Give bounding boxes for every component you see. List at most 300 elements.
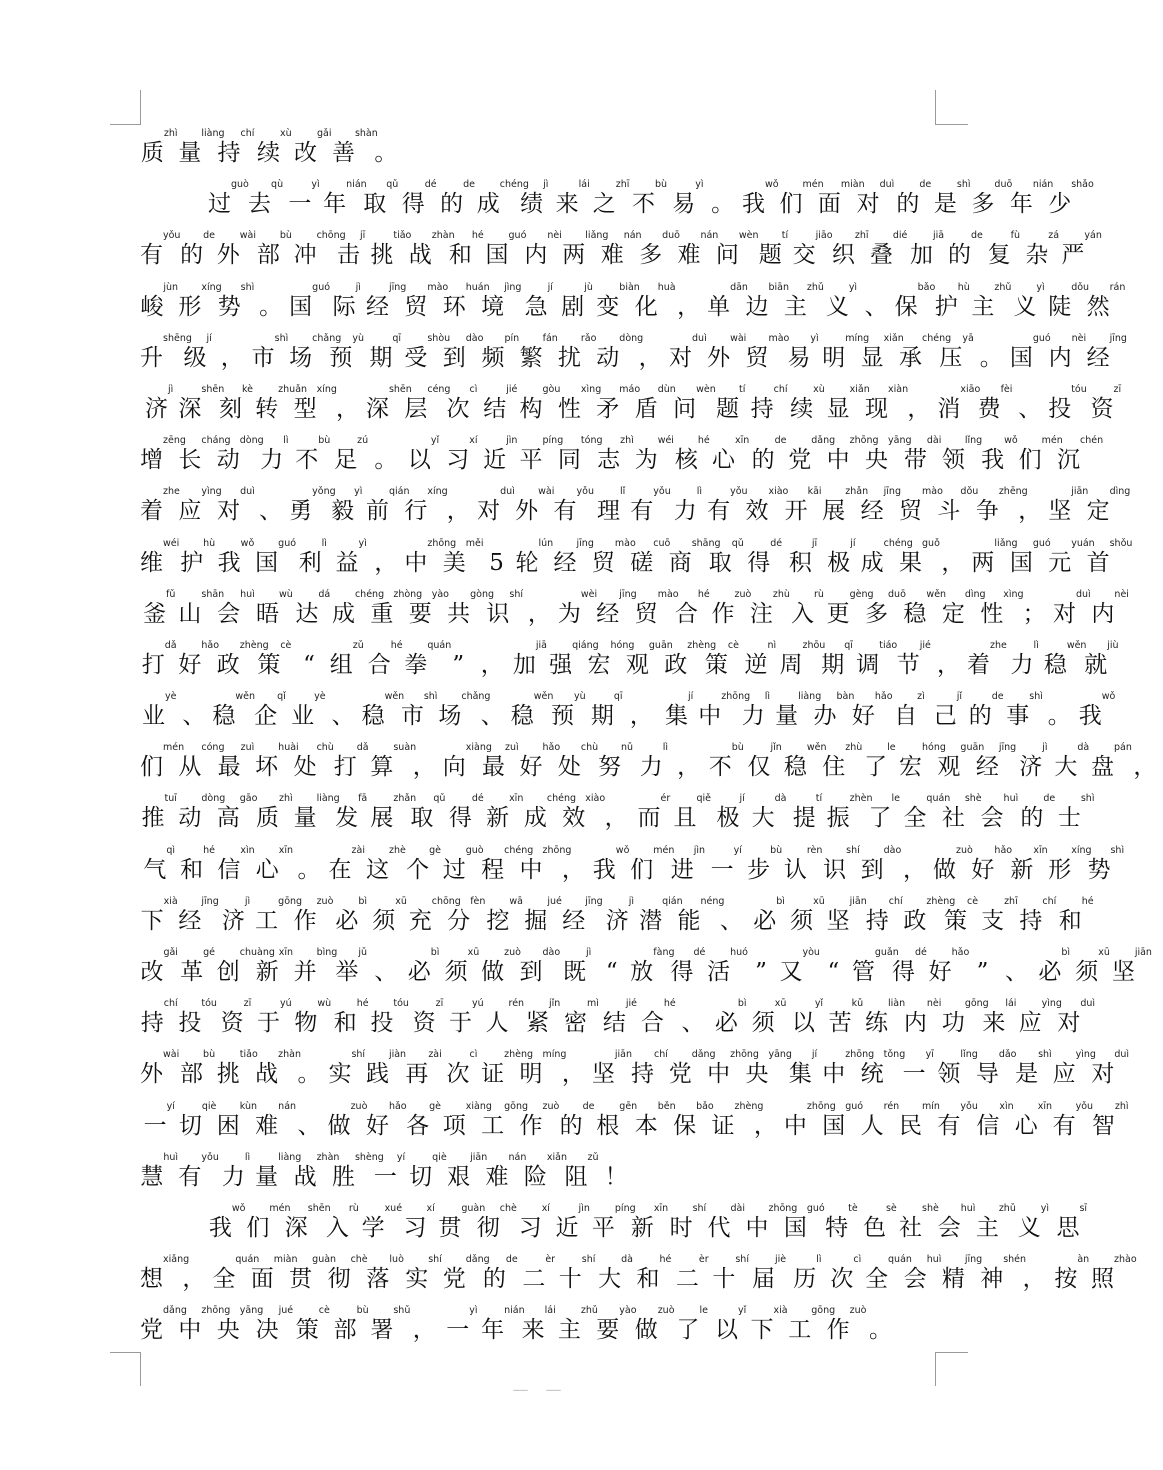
hanzi-with-pinyin: 们mén: [779, 179, 824, 218]
hanzi-with-pinyin: 叠dié: [869, 230, 908, 269]
pinyin: yì: [358, 537, 367, 549]
pinyin: kè: [241, 383, 253, 395]
hanzi-with-pinyin: 费fèi: [977, 383, 1013, 422]
hanzi-with-pinyin: 经jīng: [553, 537, 594, 576]
hanzi-with-pinyin: 集jí: [788, 1049, 818, 1088]
pinyin: [1046, 1254, 1049, 1265]
pinyin: bù: [318, 435, 331, 447]
pinyin: xí: [469, 435, 478, 447]
text-line: [140, 588, 1129, 640]
hanzi-with-pinyin: 十shí: [558, 1254, 596, 1293]
hanzi-with-pinyin: 环huán: [442, 281, 490, 320]
hanzi-with-pinyin: 杂zá: [1025, 230, 1060, 269]
pinyin: wěn: [926, 588, 947, 600]
hanzi-with-pinyin: 政zhèng: [664, 639, 717, 678]
hanzi-with-pinyin: 按àn: [1054, 1254, 1090, 1293]
pinyin: bì: [358, 895, 367, 907]
pinyin: xiǎn: [849, 383, 870, 395]
pinyin: xíng: [1071, 844, 1092, 856]
hanzi-with-pinyin: 作zuò: [519, 1100, 560, 1139]
punctuation: ，: [332, 384, 366, 423]
pinyin: [700, 282, 703, 293]
pinyin: [839, 947, 842, 958]
hanzi-with-pinyin: 理lǐ: [596, 486, 626, 525]
pinyin: dǎng: [465, 1254, 490, 1266]
hanzi-with-pinyin: 党dǎng: [668, 1049, 716, 1088]
hanzi-with-pinyin: 利lì: [298, 537, 327, 576]
text-line: [140, 1305, 950, 1356]
hanzi-with-pinyin: 士shì: [1057, 793, 1095, 832]
punctuation: ”: [967, 947, 1001, 986]
text-line: [140, 895, 1094, 947]
pinyin: jì: [1042, 742, 1048, 754]
pinyin: duō: [662, 230, 680, 242]
hanzi-with-pinyin: 算suàn: [370, 742, 417, 781]
hanzi-with-pinyin: 我wǒ: [1078, 691, 1116, 730]
hanzi-with-pinyin: 质zhì: [140, 128, 178, 166]
pinyin: nán: [508, 1151, 527, 1163]
punctuation: 。: [1044, 691, 1078, 730]
hanzi-with-pinyin: 来lái: [555, 179, 590, 218]
hanzi-with-pinyin: 义yì: [1013, 281, 1045, 320]
hanzi-with-pinyin: 以yǐ: [407, 435, 440, 474]
pinyin: zuò: [350, 1100, 368, 1112]
pinyin: dé: [471, 793, 484, 805]
pinyin: liǎng: [994, 537, 1018, 549]
hanzi-with-pinyin: 化huà: [634, 281, 676, 320]
hanzi-with-pinyin: 来lái: [982, 998, 1017, 1037]
pinyin: xíng: [427, 486, 448, 498]
pinyin: duō: [888, 588, 906, 600]
pinyin: dòng: [201, 793, 226, 805]
pinyin: hé: [697, 588, 710, 600]
hanzi-with-pinyin: 保bǎo: [894, 281, 936, 320]
hanzi-with-pinyin: 大dà: [751, 793, 787, 832]
pinyin: nèi: [926, 998, 942, 1010]
hanzi-with-pinyin: 得dé: [448, 793, 484, 832]
pinyin: liàn: [888, 998, 906, 1010]
hanzi-with-pinyin: 明míng: [822, 332, 870, 371]
pinyin: hù: [957, 281, 970, 293]
pinyin: jí: [739, 793, 745, 805]
pinyin: le: [891, 793, 900, 805]
pinyin: wài: [163, 1049, 180, 1061]
hanzi-with-pinyin: 持chí: [631, 1049, 668, 1088]
pinyin: [964, 538, 967, 549]
punctuation: ，: [899, 845, 933, 884]
pinyin: fā: [358, 793, 368, 805]
hanzi-with-pinyin: 支zhī: [981, 895, 1018, 934]
hanzi-with-pinyin: 力lì: [741, 691, 771, 730]
pinyin: huì: [926, 1254, 942, 1266]
pinyin: chuàng: [239, 947, 275, 958]
pinyin: zhì: [620, 435, 634, 447]
pinyin: mào: [614, 537, 636, 549]
pinyin: wā: [509, 895, 523, 907]
pinyin: guó: [1032, 537, 1051, 549]
hanzi-with-pinyin: 稳wěn: [783, 742, 827, 781]
hanzi-with-pinyin: 策cè: [257, 639, 292, 678]
hanzi-with-pinyin: 形xíng: [178, 281, 222, 320]
pinyin: zì: [917, 691, 925, 703]
pinyin: yòu: [802, 947, 820, 958]
hanzi-with-pinyin: 有yǒu: [707, 486, 748, 525]
hanzi-with-pinyin: 习xí: [403, 1202, 435, 1241]
pinyin: ér: [660, 793, 671, 805]
hanzi-with-pinyin: 党dǎng: [442, 1254, 490, 1293]
pinyin: xīn: [735, 435, 750, 447]
hanzi-with-pinyin: 一yì: [288, 179, 320, 218]
hanzi-with-pinyin: 剧jù: [561, 281, 593, 320]
hanzi-with-pinyin: 行xíng: [404, 486, 448, 525]
hanzi-with-pinyin: 事shì: [1006, 691, 1043, 730]
hanzi-with-pinyin: 政zhèng: [216, 639, 269, 678]
pinyin: mín: [922, 1100, 940, 1112]
pinyin: máo: [619, 383, 641, 395]
hanzi-with-pinyin: 注zhù: [749, 588, 790, 627]
pinyin: yào: [431, 588, 449, 600]
hanzi-with-pinyin: 气qì: [143, 844, 176, 883]
pinyin: zhuǎn: [278, 383, 308, 395]
hanzi-with-pinyin: 阻zǔ: [564, 1151, 599, 1190]
hanzi-with-pinyin: 主zhǔ: [557, 1305, 598, 1344]
pinyin: qǔ: [386, 179, 399, 191]
pinyin: xīn: [278, 844, 294, 856]
pinyin: yì: [469, 1305, 478, 1317]
pinyin: míng: [542, 1049, 567, 1061]
hanzi-with-pinyin: 会huì: [217, 588, 255, 627]
hanzi-with-pinyin: 单dān: [707, 281, 748, 320]
hanzi-with-pinyin: 掘jué: [524, 895, 562, 934]
hanzi-with-pinyin: 明míng: [519, 1049, 567, 1088]
pinyin: shí: [846, 844, 860, 856]
pinyin: yì: [848, 281, 858, 293]
hanzi-with-pinyin: 外wài: [140, 1049, 180, 1088]
hanzi-with-pinyin: 的de: [559, 1100, 595, 1139]
hanzi-with-pinyin: 坚jiān: [1048, 486, 1089, 525]
pinyin: rù: [813, 588, 824, 600]
hanzi-with-pinyin: 展zhǎn: [822, 486, 869, 525]
hanzi-with-pinyin: 量liàng: [293, 793, 340, 832]
hanzi-with-pinyin: 持chí: [865, 895, 903, 934]
pinyin: nián: [504, 1305, 525, 1317]
pinyin: dào: [542, 947, 561, 958]
pinyin: yǒng: [312, 486, 336, 498]
pinyin: mào: [922, 486, 943, 498]
hanzi-with-pinyin: 步bù: [747, 844, 783, 883]
pinyin: zhǎn: [393, 793, 417, 805]
hanzi-with-pinyin: 好hǎo: [971, 844, 1013, 883]
text-line: [140, 332, 1127, 384]
pinyin: chè: [499, 1202, 517, 1214]
hanzi-with-pinyin: 经jīng: [860, 486, 901, 525]
pinyin: bù: [279, 230, 292, 242]
pinyin: shì: [1038, 1049, 1052, 1061]
pinyin: huì: [960, 1202, 976, 1214]
pinyin: lái: [1005, 998, 1017, 1010]
pinyin: xīn: [653, 1202, 669, 1214]
hanzi-with-pinyin: 美měi: [442, 537, 484, 576]
pinyin: zuò: [542, 1100, 560, 1112]
hanzi-with-pinyin: 济jì: [221, 895, 251, 934]
pinyin: [504, 640, 507, 651]
pinyin: bù: [731, 742, 744, 754]
hanzi-with-pinyin: 的de: [180, 230, 216, 269]
pinyin: zhe: [163, 486, 180, 498]
pinyin: mén: [1041, 435, 1063, 447]
hanzi-with-pinyin: 投tóu: [178, 998, 217, 1037]
pinyin: zhèng: [926, 895, 956, 907]
pinyin: yǒu: [1075, 1100, 1094, 1112]
punctuation: ，: [1019, 1254, 1053, 1293]
pinyin: hé: [1081, 895, 1094, 907]
hanzi-with-pinyin: 近jìn: [483, 435, 518, 474]
hanzi-with-pinyin: 挑tiǎo: [370, 230, 412, 269]
pinyin: [321, 1049, 324, 1060]
hanzi-with-pinyin: 内nèi: [903, 998, 942, 1037]
pinyin: dǎo: [998, 1049, 1017, 1061]
text-line: [140, 742, 1157, 793]
hanzi-with-pinyin: 两liǎng: [971, 537, 1018, 576]
text-line: [140, 1100, 1129, 1152]
hanzi-with-pinyin: 实shí: [328, 1049, 366, 1088]
hanzi-with-pinyin: 我wǒ: [741, 179, 779, 218]
hanzi-with-pinyin: 题tí: [758, 230, 789, 269]
pinyin: bǎo: [696, 1100, 714, 1112]
pinyin: bì: [1061, 947, 1071, 958]
pinyin: lái: [578, 179, 590, 191]
hanzi-with-pinyin: 一yí: [373, 1151, 406, 1190]
pinyin: qī: [613, 691, 623, 703]
hanzi-with-pinyin: 要yào: [596, 1305, 637, 1344]
hanzi-with-pinyin: 过guò: [442, 844, 484, 883]
hanzi-with-pinyin: 持chí: [750, 383, 788, 422]
pinyin: dǎ: [164, 639, 177, 651]
hanzi-with-pinyin: 坚jiān: [826, 895, 867, 934]
hanzi-with-pinyin: 放fàng: [630, 947, 675, 985]
hanzi-with-pinyin: 难nán: [485, 1151, 527, 1190]
pinyin: [767, 947, 770, 958]
pinyin: shì: [956, 179, 971, 191]
hanzi-with-pinyin: 信xìn: [976, 1100, 1014, 1139]
hanzi-with-pinyin: 商shāng: [668, 537, 721, 576]
pinyin: jìn: [506, 435, 518, 447]
hanzi-with-pinyin: 坏huài: [255, 742, 299, 781]
pinyin: shí: [735, 1254, 749, 1266]
pinyin: xiǎn: [546, 1151, 568, 1163]
punctuation: 、: [861, 282, 895, 321]
pinyin: yì: [311, 179, 320, 191]
hanzi-with-pinyin: 心xīn: [255, 844, 294, 883]
pinyin: nèi: [1114, 588, 1129, 600]
hanzi-with-pinyin: 应yìng: [1018, 998, 1062, 1037]
hanzi-with-pinyin: 预yù: [329, 332, 365, 371]
pinyin: cháng: [201, 435, 231, 447]
hanzi-with-pinyin: 物wù: [294, 998, 332, 1037]
pinyin: lì: [244, 1151, 251, 1163]
hanzi-with-pinyin: 和hé: [333, 998, 369, 1037]
hanzi-with-pinyin: 仅jǐn: [747, 742, 782, 781]
pinyin: duì: [500, 486, 515, 498]
hanzi-with-pinyin: 又yòu: [779, 947, 820, 985]
hanzi-with-pinyin: 积jī: [788, 537, 818, 576]
pinyin: xū: [395, 895, 407, 907]
pinyin: jīng: [964, 1254, 983, 1266]
hanzi-with-pinyin: 显xiǎn: [826, 383, 870, 422]
pinyin: jī: [811, 537, 818, 549]
pinyin: fèn: [470, 895, 486, 907]
hanzi-with-pinyin: 为wèi: [557, 588, 598, 627]
pinyin: hé: [471, 230, 484, 242]
pinyin: gōng: [811, 1305, 836, 1317]
pinyin: chí: [654, 1049, 668, 1061]
hanzi-with-pinyin: 的de: [440, 179, 475, 218]
pinyin: hǎo: [874, 691, 893, 703]
hanzi-with-pinyin: 续xù: [790, 383, 825, 422]
corner-mark-top-right-vertical: [935, 90, 936, 124]
pinyin: rén: [508, 998, 525, 1010]
hanzi-with-pinyin: 投tóu: [1048, 383, 1087, 422]
pinyin: [743, 896, 746, 907]
hanzi-with-pinyin: 我wǒ: [981, 435, 1018, 474]
pinyin: qiě: [696, 793, 712, 805]
pinyin: mén: [269, 1202, 291, 1214]
pinyin: zhǔ: [998, 1202, 1016, 1214]
pinyin: jǔ: [358, 947, 367, 958]
hanzi-with-pinyin: 须xū: [444, 947, 480, 985]
hanzi-with-pinyin: 增zēng: [140, 435, 186, 474]
pinyin: hé: [659, 1254, 672, 1266]
hanzi-with-pinyin: 稳wěn: [1043, 639, 1087, 678]
pinyin: tí: [781, 230, 789, 242]
hanzi-with-pinyin: 践jiàn: [365, 1049, 407, 1088]
hanzi-with-pinyin: 对duì: [856, 179, 895, 218]
pinyin: jié: [625, 998, 637, 1010]
pinyin: zhōng: [768, 1202, 798, 1214]
hanzi-with-pinyin: 习xí: [446, 435, 478, 474]
hanzi-with-pinyin: 坚jiān: [1111, 947, 1152, 985]
hanzi-with-pinyin: 经jīng: [562, 895, 603, 934]
text-line: [140, 230, 1102, 281]
pinyin: yì: [810, 332, 819, 344]
pinyin: gōng: [504, 1100, 529, 1112]
hanzi-with-pinyin: 有yǒu: [937, 1100, 978, 1139]
pinyin: cuō: [653, 537, 671, 549]
pinyin: huài: [278, 742, 299, 754]
hanzi-with-pinyin: 推tuī: [141, 793, 177, 832]
pinyin: mào: [427, 281, 449, 293]
pinyin: cóng: [201, 742, 225, 754]
pinyin: zhōng: [806, 1100, 836, 1112]
hanzi-with-pinyin: 于yú: [448, 998, 484, 1037]
pinyin: shǒu: [1109, 537, 1133, 549]
hanzi-with-pinyin: 民mín: [899, 1100, 940, 1139]
hanzi-with-pinyin: 改gǎi: [294, 128, 332, 166]
pinyin: dǒu: [1071, 281, 1090, 293]
pinyin: jī: [360, 230, 366, 242]
hanzi-with-pinyin: 二èr: [522, 1254, 556, 1293]
punctuation: ，: [601, 793, 635, 832]
hanzi-with-pinyin: 核hé: [674, 435, 710, 474]
pinyin: xū: [1098, 947, 1110, 958]
hanzi-with-pinyin: 代dài: [707, 1202, 746, 1241]
hanzi-with-pinyin: 繁fán: [519, 332, 558, 371]
hanzi-with-pinyin: 必bì: [1038, 947, 1071, 985]
hanzi-with-pinyin: 下xià: [750, 1305, 788, 1344]
hanzi-with-pinyin: 策cè: [943, 895, 979, 934]
hanzi-with-pinyin: 果guǒ: [899, 537, 940, 576]
text-line: [140, 537, 1133, 589]
pinyin: xìng: [1003, 588, 1024, 600]
pinyin: jiān: [614, 1049, 633, 1061]
pinyin: hǎo: [951, 947, 970, 958]
hanzi-with-pinyin: 高gāo: [216, 793, 258, 832]
hanzi-with-pinyin: 住zhù: [822, 742, 863, 781]
hanzi-with-pinyin: 结jié: [483, 383, 518, 422]
pinyin: xù: [813, 383, 825, 395]
pinyin: yāng: [239, 1305, 264, 1317]
pinyin: qiè: [432, 1151, 447, 1163]
pinyin: měi: [465, 537, 484, 549]
pinyin: pán: [1113, 742, 1132, 754]
punctuation: 。: [255, 282, 289, 321]
pinyin: guò: [231, 179, 249, 191]
pinyin: zuò: [956, 844, 973, 856]
pinyin: xiào: [585, 793, 606, 805]
hanzi-with-pinyin: 稳wěn: [510, 691, 554, 730]
pinyin: zhǎn: [845, 486, 869, 498]
hanzi-with-pinyin: 我wǒ: [217, 537, 255, 576]
hanzi-with-pinyin: 这zhè: [365, 844, 406, 883]
pinyin: dòng: [619, 332, 644, 344]
hanzi-with-pinyin: 资zī: [1090, 383, 1122, 422]
hanzi-with-pinyin: 到dào: [442, 332, 484, 371]
hanzi-with-pinyin: 全quán: [212, 1254, 260, 1293]
hanzi-with-pinyin: 社shè: [941, 793, 982, 832]
hanzi-with-pinyin: 企qǐ: [254, 691, 286, 730]
hanzi-with-pinyin: 贯guàn: [289, 1254, 337, 1293]
pinyin: tóu: [393, 998, 409, 1010]
hanzi-with-pinyin: 难nán: [600, 230, 642, 269]
pinyin: [436, 1305, 439, 1316]
pinyin: xù: [280, 128, 292, 139]
hanzi-with-pinyin: 然rán: [1086, 281, 1126, 320]
pinyin: [960, 640, 963, 651]
hanzi-with-pinyin: 首shǒu: [1086, 537, 1133, 576]
hanzi-with-pinyin: 承chéng: [899, 332, 952, 371]
pinyin: hǎo: [201, 639, 220, 651]
pinyin: xí: [541, 1202, 550, 1214]
hanzi-with-pinyin: 绩jì: [520, 179, 549, 218]
pinyin: quán: [926, 793, 951, 805]
pinyin: bì: [737, 998, 747, 1010]
pinyin: shǎo: [1071, 179, 1094, 191]
pinyin: zhōng: [845, 1049, 875, 1061]
hanzi-with-pinyin: 切qiè: [178, 1100, 217, 1139]
hanzi-with-pinyin: 釜fǔ: [143, 588, 176, 627]
pinyin: zú: [357, 435, 369, 447]
pinyin: de: [582, 1100, 595, 1112]
pinyin: xí: [426, 1202, 435, 1214]
pinyin: chí: [240, 128, 255, 139]
pinyin: dé: [915, 947, 927, 958]
pinyin: zhī: [1004, 895, 1018, 907]
pinyin: [205, 691, 208, 702]
hanzi-with-pinyin: 去qù: [248, 179, 284, 218]
pinyin: lái: [544, 1305, 556, 1317]
corner-mark-top-right-horizontal: [935, 124, 968, 125]
pinyin: zhēng: [998, 486, 1028, 498]
